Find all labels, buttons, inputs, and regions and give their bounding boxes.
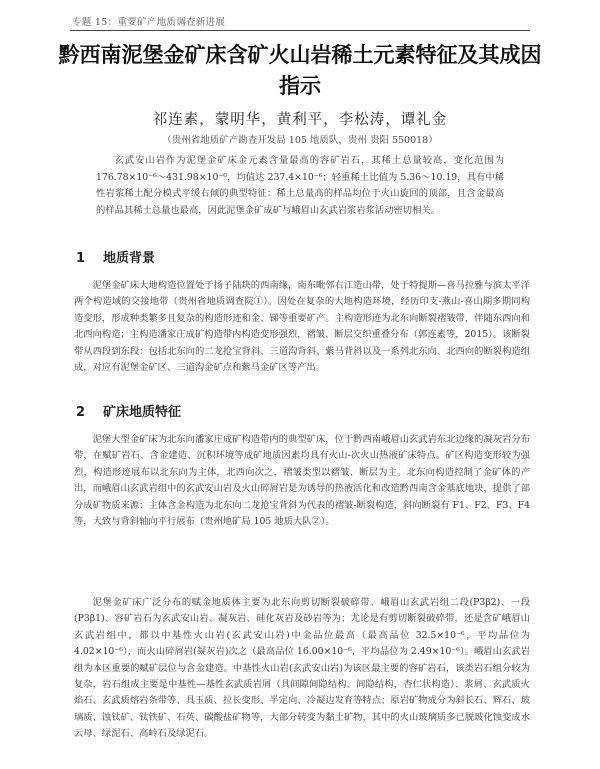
section-heading-1 [76, 247, 155, 266]
paragraph: 泥堡金矿床广泛分布的赋金地质体主要为北东向剪切断裂破碎带、峨眉山玄武岩组二段(P3β2)、一段(P3β1)、容矿岩石为玄武安山岩、凝灰岩、硅化灰岩及砂岩等为；尤论是有剪切断裂破碎带，还是含矿峨眉山玄武岩组中，都以中基性火山岩(玄武安山岩)中金品位最高（最高品位 32.5×10⁻⁶，平均品位为 4.02×10⁻⁶），而火山碎屑岩(凝灰岩)次之（最高品位 16.00×10⁻⁶，平均品位为 2.49×10⁻⁶）。峨眉山玄武岩组为本区重要的赋矿层位与含金建造。中基性火山岩(玄武安山岩)为该区最主要的容矿岩石，该类岩石组分较为复杂，岩石组成主要是中基性—基性玄武质岩屑（具间隙间隐结构、间隐结构，杏仁状构造）、浆屑、玄武质火焰石、玄武质熔岩条带等、具玉质、拉长变形、半定向、冷凝边发育等特点；原岩矿物成分为斜长石、辉石、玻璃质、蚀钛矿、钛铁矿、石英、碳酸盐矿物等，大部分转变为黏土矿物，其中的火山玻璃质多已脱玻化蚀变成水云母、绿泥石、高岭石及绿泥石。 [74, 597, 530, 740]
header-rule [70, 30, 530, 31]
section-number: 1 [76, 251, 86, 266]
section-number: 2 [76, 405, 86, 420]
paper-title: 黔西南泥堡金矿床含矿火山岩稀土元素特征及其成因指示 [58, 43, 542, 98]
section-heading-2 [76, 401, 181, 420]
abstract: 玄武安山岩作为泥堡金矿床金元素含量最高的容矿岩石，其稀土总量较高，变化范围为176.78×10⁻⁶～431.98×10⁻⁶，均值达 237.4×10⁻⁶；轻重稀土比值为 5.36～10.19，具有中稀性岩浆稀土配分模式平缓右倾的典型特征：稀土总量高的样品均位于火山旋回的顶部，且含金最高的样品其稀土总量也最高，因此泥堡金矿成矿与峨眉山玄武岩浆岩浆活动密切相关。 [96, 155, 504, 216]
paragraph: 泥堡金矿床大地构造位置处于扬子陆块的西南缘，南东毗邻右江造山带，处于特提斯—喜马拉雅与滨太平洋两个构造域的交接地带（贵州省地质调查院①）。因处在复杂的大地构造环境，经历印支-燕山-喜山期多期同构造变形，形成种类繁多且复杂的构造形迹和金、锑等重要矿产。主构造形迹为北东向断裂褶皱带，伴随东西向和北西向构造；主构造潘家庄成矿构造带内构造变形强烈，褶皱、断层交织重叠分布（郭连素等，2015）。该断裂带从西段到东段：包括北东向的二龙抢宝背斜、三道沟背斜、紫马背斜以及一系列北东向、北西向的断裂构造组成，对应有泥堡金矿区、三道沟金矿点和紫马金矿区等产出。 [74, 280, 530, 374]
section-title: 地质背景 [103, 251, 156, 266]
section-title: 矿床地质特征 [103, 405, 182, 420]
running-header: 专题 15：重要矿产地质调查新进展 [72, 17, 226, 28]
authors: 祁连素，蒙明华，黄利平，李松涛，谭礼金 [152, 112, 448, 128]
affiliation: （贵州省地质矿产勘查开发局 105 地质队，贵州 贵阳 550018） [162, 135, 438, 146]
paragraph: 泥堡大型金矿床为北东向潘家庄成矿构造带内的典型矿床，位于黔西南峨眉山玄武岩东北边缘的凝灰岩分布带，在赋矿岩石、含金建造、沉积环境等成矿地质因素均具有火山-次火山热液矿床特点。矿区构造变形较为强烈，构造形迹展布以北东向为主体，北西向次之，褶皱类型以褶皱、断层为主。北东向构造控制了金矿体的产出，而峨眉山玄武岩组中的玄武安山岩及火山碎屑岩是为诱导的热液活化和改造黔西南含金基底地块，提供了部分成矿物质来源；主体含金构造为北东向二龙抢宝背斜为代表的褶皱-断裂构造，斜向断裂有 F1、F2、F3、F4 等，大致与背斜轴向平行展布（贵州地矿局 105 地质大队②）。 [74, 434, 530, 528]
